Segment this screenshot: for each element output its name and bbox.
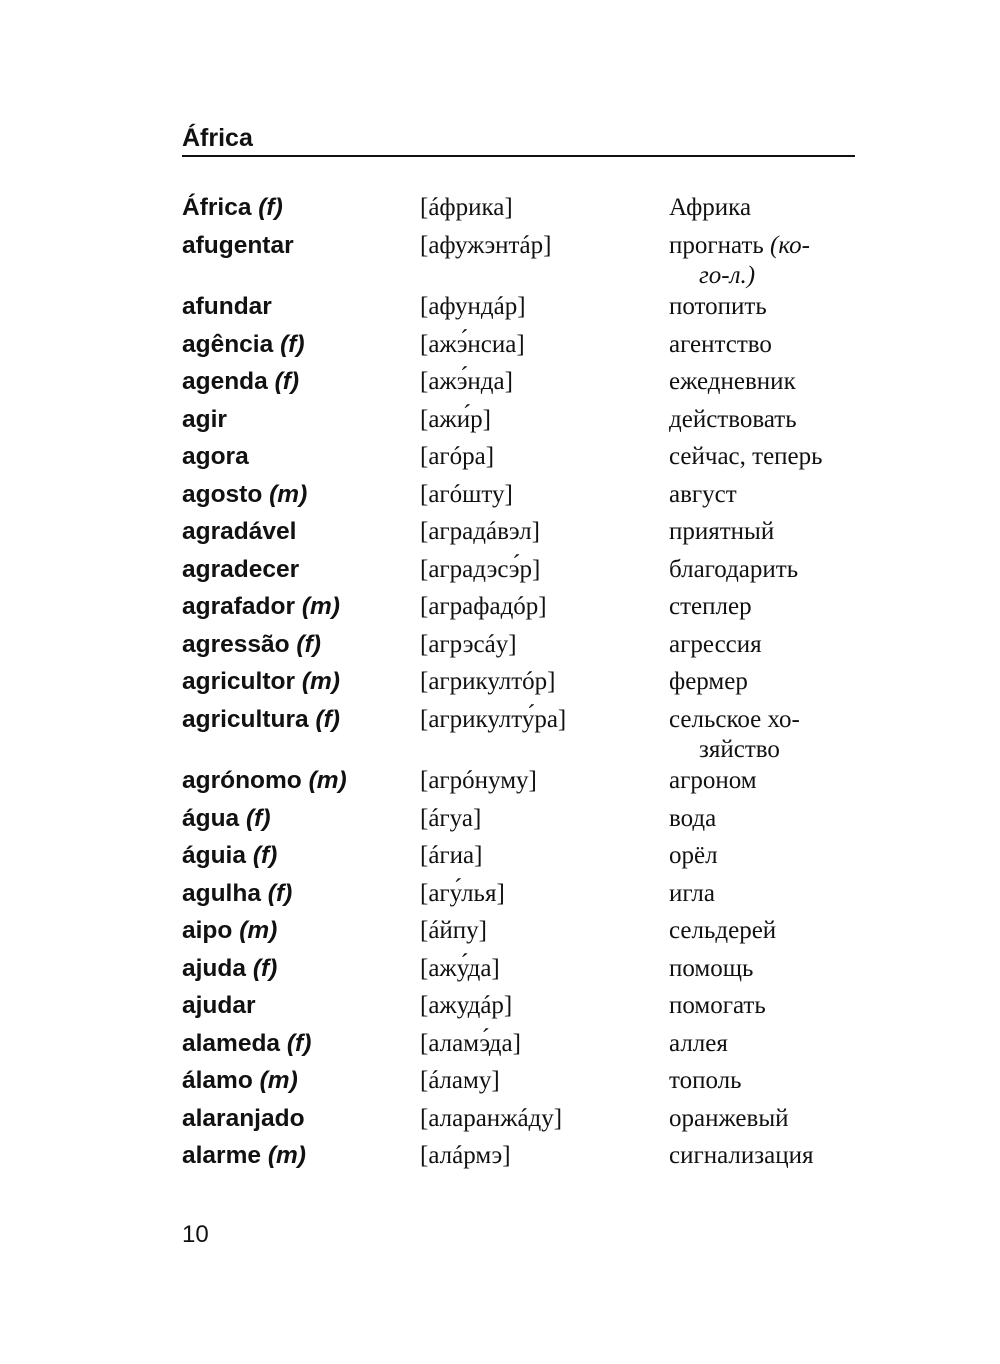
entry-gender: (m) — [301, 593, 340, 620]
entry-gender: (f) — [258, 194, 283, 221]
entry-word: agradecer — [182, 555, 300, 583]
entry-translation: аллея — [669, 1029, 728, 1057]
page-number: 10 — [182, 1221, 209, 1248]
entry-word: afugentar — [182, 231, 294, 259]
entry-word: aipo (m) — [182, 917, 278, 944]
entry-row — [182, 555, 855, 593]
entry-word: alaranjado — [182, 1104, 305, 1132]
entry-translation: тополь — [669, 1067, 742, 1094]
entry-gender: (f) — [252, 954, 278, 982]
entry-row — [182, 442, 855, 480]
entry-translation: благодарить — [669, 555, 799, 583]
entry-row — [182, 1066, 855, 1104]
entry-row — [182, 916, 855, 954]
entry-word: ajuda (f) — [182, 954, 278, 982]
entry-translation: сейчас, теперь — [669, 443, 823, 470]
entry-translation: оранжевый — [669, 1104, 789, 1132]
entry-pronunciation: [аграфадóр] — [420, 593, 547, 620]
entry-row — [182, 405, 855, 443]
entry-translation: помогать — [669, 992, 766, 1019]
entry-translation: вода — [669, 804, 717, 832]
entry-word: agosto (m) — [182, 480, 308, 508]
entry-translation: действовать — [669, 405, 797, 433]
entry-pronunciation: [афундáр] — [420, 293, 526, 320]
entry-translation: август — [669, 480, 737, 508]
entry-row — [182, 367, 855, 405]
entry-pronunciation: [агрóнуму] — [420, 767, 537, 794]
entry-word: agressão (f) — [182, 630, 321, 658]
entry-row — [182, 705, 855, 767]
entry-row — [182, 1029, 855, 1067]
entry-gender: (f) — [296, 630, 321, 658]
entry-gender: (m) — [308, 767, 347, 794]
entry-row — [182, 1141, 855, 1179]
entry-row — [182, 991, 855, 1029]
entry-pronunciation: [ажу́да] — [420, 954, 500, 982]
entry-pronunciation: [ажэ́нсиа] — [420, 330, 525, 358]
entry-translation: игла — [669, 879, 715, 907]
entry-translation: агрессия — [669, 630, 762, 658]
entry-word: agenda (f) — [182, 368, 300, 395]
entry-word: agrafador (m) — [182, 593, 340, 620]
entry-pronunciation: [áгиа] — [420, 842, 483, 869]
entry-pronunciation: [агóшту] — [420, 480, 513, 508]
entry-pronunciation: [аградáвэл] — [420, 518, 540, 545]
running-header — [182, 123, 855, 157]
entry-gender: (m) — [267, 1142, 306, 1169]
entry-gender: (f) — [286, 1029, 312, 1057]
entry-gender: (f) — [267, 879, 293, 907]
entry-gender: (f) — [280, 330, 305, 358]
entry-word: África (f) — [182, 194, 283, 221]
entry-word: agora — [182, 443, 249, 470]
entry-pronunciation: [áламу] — [420, 1067, 500, 1094]
entry-row — [182, 954, 855, 992]
entry-word: agência (f) — [182, 330, 305, 358]
entry-row — [182, 630, 855, 668]
entry-row — [182, 517, 855, 555]
entry-translation: ежедневник — [669, 368, 796, 395]
entry-gender: (m) — [259, 1067, 298, 1094]
entry-gender: (f) — [246, 804, 271, 832]
entry-row — [182, 292, 855, 330]
entry-translation: Африка — [669, 194, 752, 221]
entry-row — [182, 480, 855, 518]
entry-gender: (f) — [252, 842, 278, 869]
entry-word: alameda (f) — [182, 1029, 312, 1057]
entry-gender: (m) — [239, 917, 278, 944]
dictionary-entries — [182, 193, 855, 1179]
entry-word: agir — [182, 405, 227, 433]
entry-word: alarme (m) — [182, 1142, 306, 1169]
entry-pronunciation: [ажудáр] — [420, 992, 513, 1019]
entry-pronunciation: [агу́лья] — [420, 879, 505, 907]
entry-translation: агентство — [669, 330, 772, 358]
entry-pronunciation: [аларанжáду] — [420, 1104, 563, 1132]
entry-row — [182, 667, 855, 705]
entry-translation: степлер — [669, 593, 752, 620]
entry-translation: помощь — [669, 954, 754, 982]
entry-translation: сигнализация — [669, 1142, 814, 1169]
entry-row — [182, 804, 855, 842]
entry-gender: (f) — [315, 705, 340, 733]
entry-translation: потопить — [669, 293, 767, 320]
entry-gender: (m) — [301, 668, 340, 695]
entry-word: agrónomo (m) — [182, 767, 347, 794]
entry-pronunciation: [ажи́р] — [420, 405, 491, 433]
entry-translation-note: (ко- — [770, 231, 810, 259]
entry-word: agulha (f) — [182, 879, 293, 907]
entry-row — [182, 193, 855, 231]
entry-pronunciation: [ажэ́нда] — [420, 368, 513, 395]
entry-row — [182, 841, 855, 879]
entry-word: agricultura (f) — [182, 705, 340, 733]
entry-row — [182, 592, 855, 630]
entry-pronunciation: [афужэнтáр] — [420, 231, 552, 259]
entry-pronunciation: [áфрика] — [420, 194, 513, 221]
entry-pronunciation: [аламэ́да] — [420, 1029, 521, 1057]
entry-word: afundar — [182, 293, 272, 320]
entry-pronunciation: [агрэсáу] — [420, 630, 517, 658]
entry-pronunciation: [агóра] — [420, 443, 495, 470]
entry-word: água (f) — [182, 804, 271, 832]
entry-translation-continuation: зяйство — [699, 735, 780, 763]
entry-word: ajudar — [182, 992, 256, 1019]
entry-pronunciation: [агрикулту́ра] — [420, 705, 567, 733]
entry-row — [182, 766, 855, 804]
entry-pronunciation: [агрикултóр] — [420, 668, 556, 695]
entry-translation: сельдерей — [669, 917, 777, 944]
entry-pronunciation: [áгуа] — [420, 804, 482, 832]
entry-word: agricultor (m) — [182, 668, 340, 695]
entry-gender: (f) — [274, 368, 300, 395]
entry-translation: прогнать (ко- го-л.) — [669, 231, 849, 291]
entry-translation: орёл — [669, 842, 718, 869]
running-header-title: África — [182, 124, 253, 152]
entry-word: agradável — [182, 518, 297, 545]
entry-translation: фермер — [669, 668, 748, 695]
entry-translation: приятный — [669, 518, 775, 545]
entry-gender: (m) — [269, 480, 308, 508]
entry-word: álamo (m) — [182, 1067, 298, 1094]
entry-translation: агроном — [669, 767, 757, 794]
entry-translation-note-continuation: го-л.) — [699, 261, 756, 289]
entry-pronunciation: [áйпу] — [420, 917, 488, 944]
entry-row — [182, 330, 855, 368]
entry-row — [182, 1104, 855, 1142]
entry-word: águia (f) — [182, 842, 278, 869]
entry-pronunciation: [алáрмэ] — [420, 1142, 511, 1169]
entry-row — [182, 879, 855, 917]
entry-pronunciation: [аградэсэ́р] — [420, 555, 541, 583]
entry-translation: сельское хо- зяйство — [669, 705, 849, 765]
entry-row — [182, 231, 855, 293]
